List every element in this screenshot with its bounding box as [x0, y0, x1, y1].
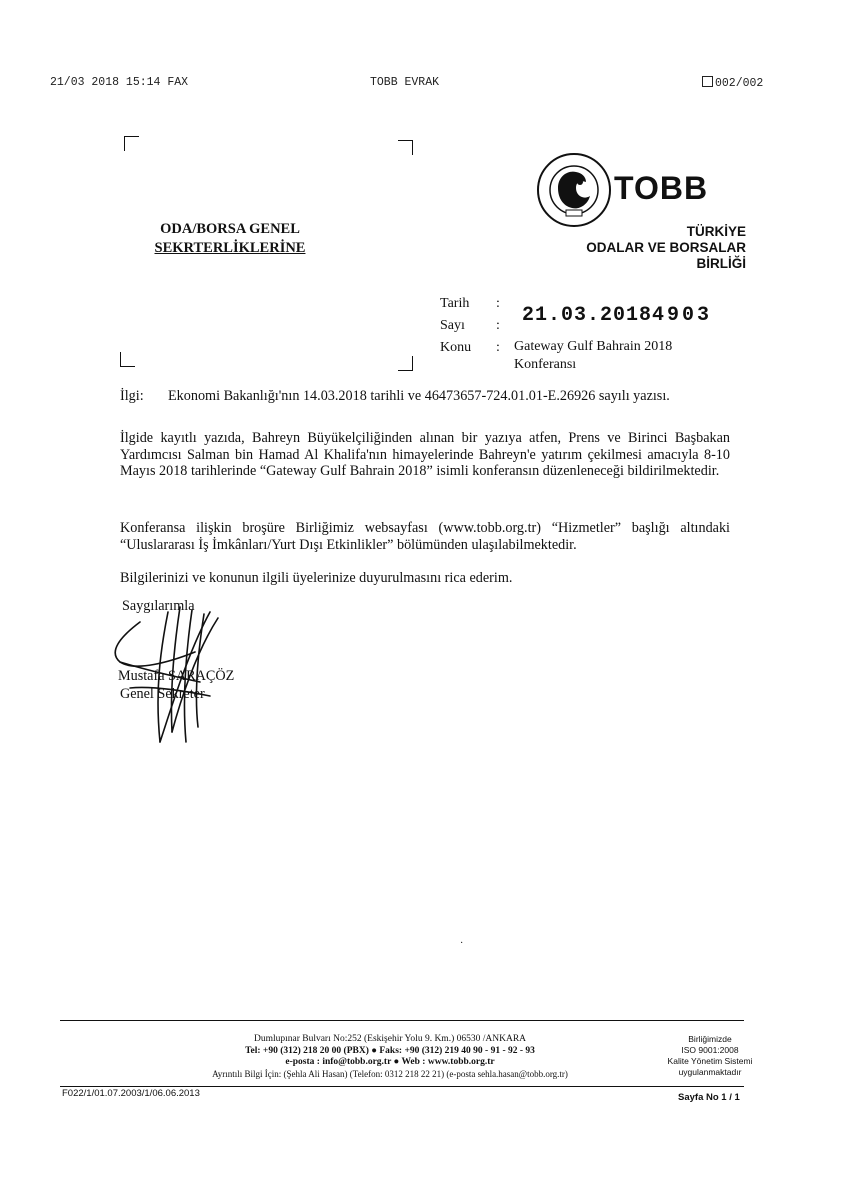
window-corner-top-right: [398, 140, 413, 155]
window-corner-bottom-left: [120, 352, 135, 367]
iso-line2: ISO 9001:2008: [681, 1045, 739, 1055]
footer-email-web: e-posta : info@tobb.org.tr ● Web : www.tobb.org.tr: [285, 1057, 495, 1067]
tobb-wordmark: TOBB: [614, 170, 709, 206]
number-colon: :: [496, 318, 500, 333]
recipient-line1: ODA/BORSA GENEL: [160, 221, 300, 237]
footer-contact-person: Ayrıntılı Bilgi İçin: (Şehla Ali Hasan) (Telefon: 0312 218 22 21) (e-posta sehla.hasan@tobb.org.tr): [212, 1068, 568, 1079]
iso-line4: uygulanmaktadır: [678, 1067, 742, 1077]
footer-address: Dumlupınar Bulvarı No:252 (Eskişehir Yolu 9. Km.) 06530 /ANKARA: [253, 1034, 527, 1044]
recipient-address: [130, 220, 330, 258]
reference-label: İlgi:: [120, 388, 144, 404]
body-paragraph-2: Konferansa ilişkin broşüre Birliğimiz websayfası (www.tobb.org.tr) “Hizmetler” başlığı altındaki “Uluslararası İş İmkânları/Yurt Dışı Etkinlikler” bölümünden ulaşılabilmektedir.: [120, 520, 730, 553]
fax-center-label: TOBB EVRAK: [370, 76, 440, 89]
subject-label: Konu: [440, 340, 472, 355]
org-name-line2: ODALAR VE BORSALAR: [586, 240, 746, 255]
body-paragraph-1: İlgide kayıtlı yazıda, Bahreyn Büyükelçiliğinden alınan bir yazıya atfen, Prens ve Birinci Başbakan Yardımcısı Salman bin Hamad Al Khalifa'nın himayelerinde Bahreyn'e yatırım çekilmesi amacıyla 8-10 Mayıs 2018 tarihlerinde “Gateway Gulf Bahrain 2018” isimli konferansın düzenleneceği bildirilmektedir.: [120, 430, 730, 479]
form-code: F022/1/01.07.2003/1/06.06.2013: [62, 1088, 200, 1099]
fax-icon: [702, 76, 713, 87]
date-stamp: 21.03.2018: [522, 304, 653, 327]
signer-name: Mustafa SARAÇÖZ: [118, 668, 235, 684]
subject-line2: Konferansı: [514, 357, 577, 372]
window-corner-top-left: [124, 136, 139, 151]
fax-page-count: [702, 76, 763, 90]
stray-dots: ·: [460, 938, 464, 949]
fax-pages: 002/002: [715, 77, 764, 90]
reference-text: Ekonomi Bakanlığı'nın 14.03.2018 tarihli ve 46473657-724.01.01-E.26926 sayılı yazısı.: [168, 388, 670, 404]
signer-title: Genel Sekreter: [120, 686, 205, 702]
page-number: Sayfa No 1 / 1: [678, 1092, 740, 1103]
subject-line1: Gateway Gulf Bahrain 2018: [514, 339, 673, 354]
number-label: Sayı: [440, 318, 465, 333]
iso-line1: Birliğimizde: [688, 1034, 732, 1044]
tobb-seal-icon: [536, 152, 612, 228]
date-label: Tarih: [440, 296, 470, 311]
org-name: [560, 224, 746, 272]
handwritten-signature: [100, 592, 240, 752]
number-stamp: 4903: [652, 304, 713, 327]
signature-scribble-icon: [100, 592, 240, 752]
iso-notice: [660, 1034, 760, 1078]
footer-phones: Tel: +90 (312) 218 20 00 (PBX) ● Faks: +90 (312) 219 40 90 - 91 - 92 - 93: [245, 1045, 535, 1056]
subject-colon: :: [496, 340, 500, 355]
org-name-line1: TÜRKİYE: [686, 224, 746, 239]
footer-bottom-divider: [60, 1086, 744, 1087]
org-name-line3: BİRLİĞİ: [696, 256, 746, 271]
closing-text: Saygılarımla: [122, 598, 195, 614]
date-colon: :: [496, 296, 500, 311]
recipient-line2: SEKRTERLİKLERİNE: [154, 240, 306, 256]
footer-contact-block: [180, 1034, 600, 1080]
fax-datetime: 21/03 2018 15:14 FAX: [50, 76, 189, 89]
subject-value: [514, 338, 672, 374]
footer-divider: [60, 1020, 744, 1021]
window-corner-bottom-right: [398, 356, 413, 371]
body-paragraph-3: Bilgilerinizi ve konunun ilgili üyelerinize duyurulmasını rica ederim.: [120, 570, 513, 586]
tobb-seal-logo: [536, 152, 612, 228]
iso-line3: Kalite Yönetim Sistemi: [667, 1056, 753, 1066]
